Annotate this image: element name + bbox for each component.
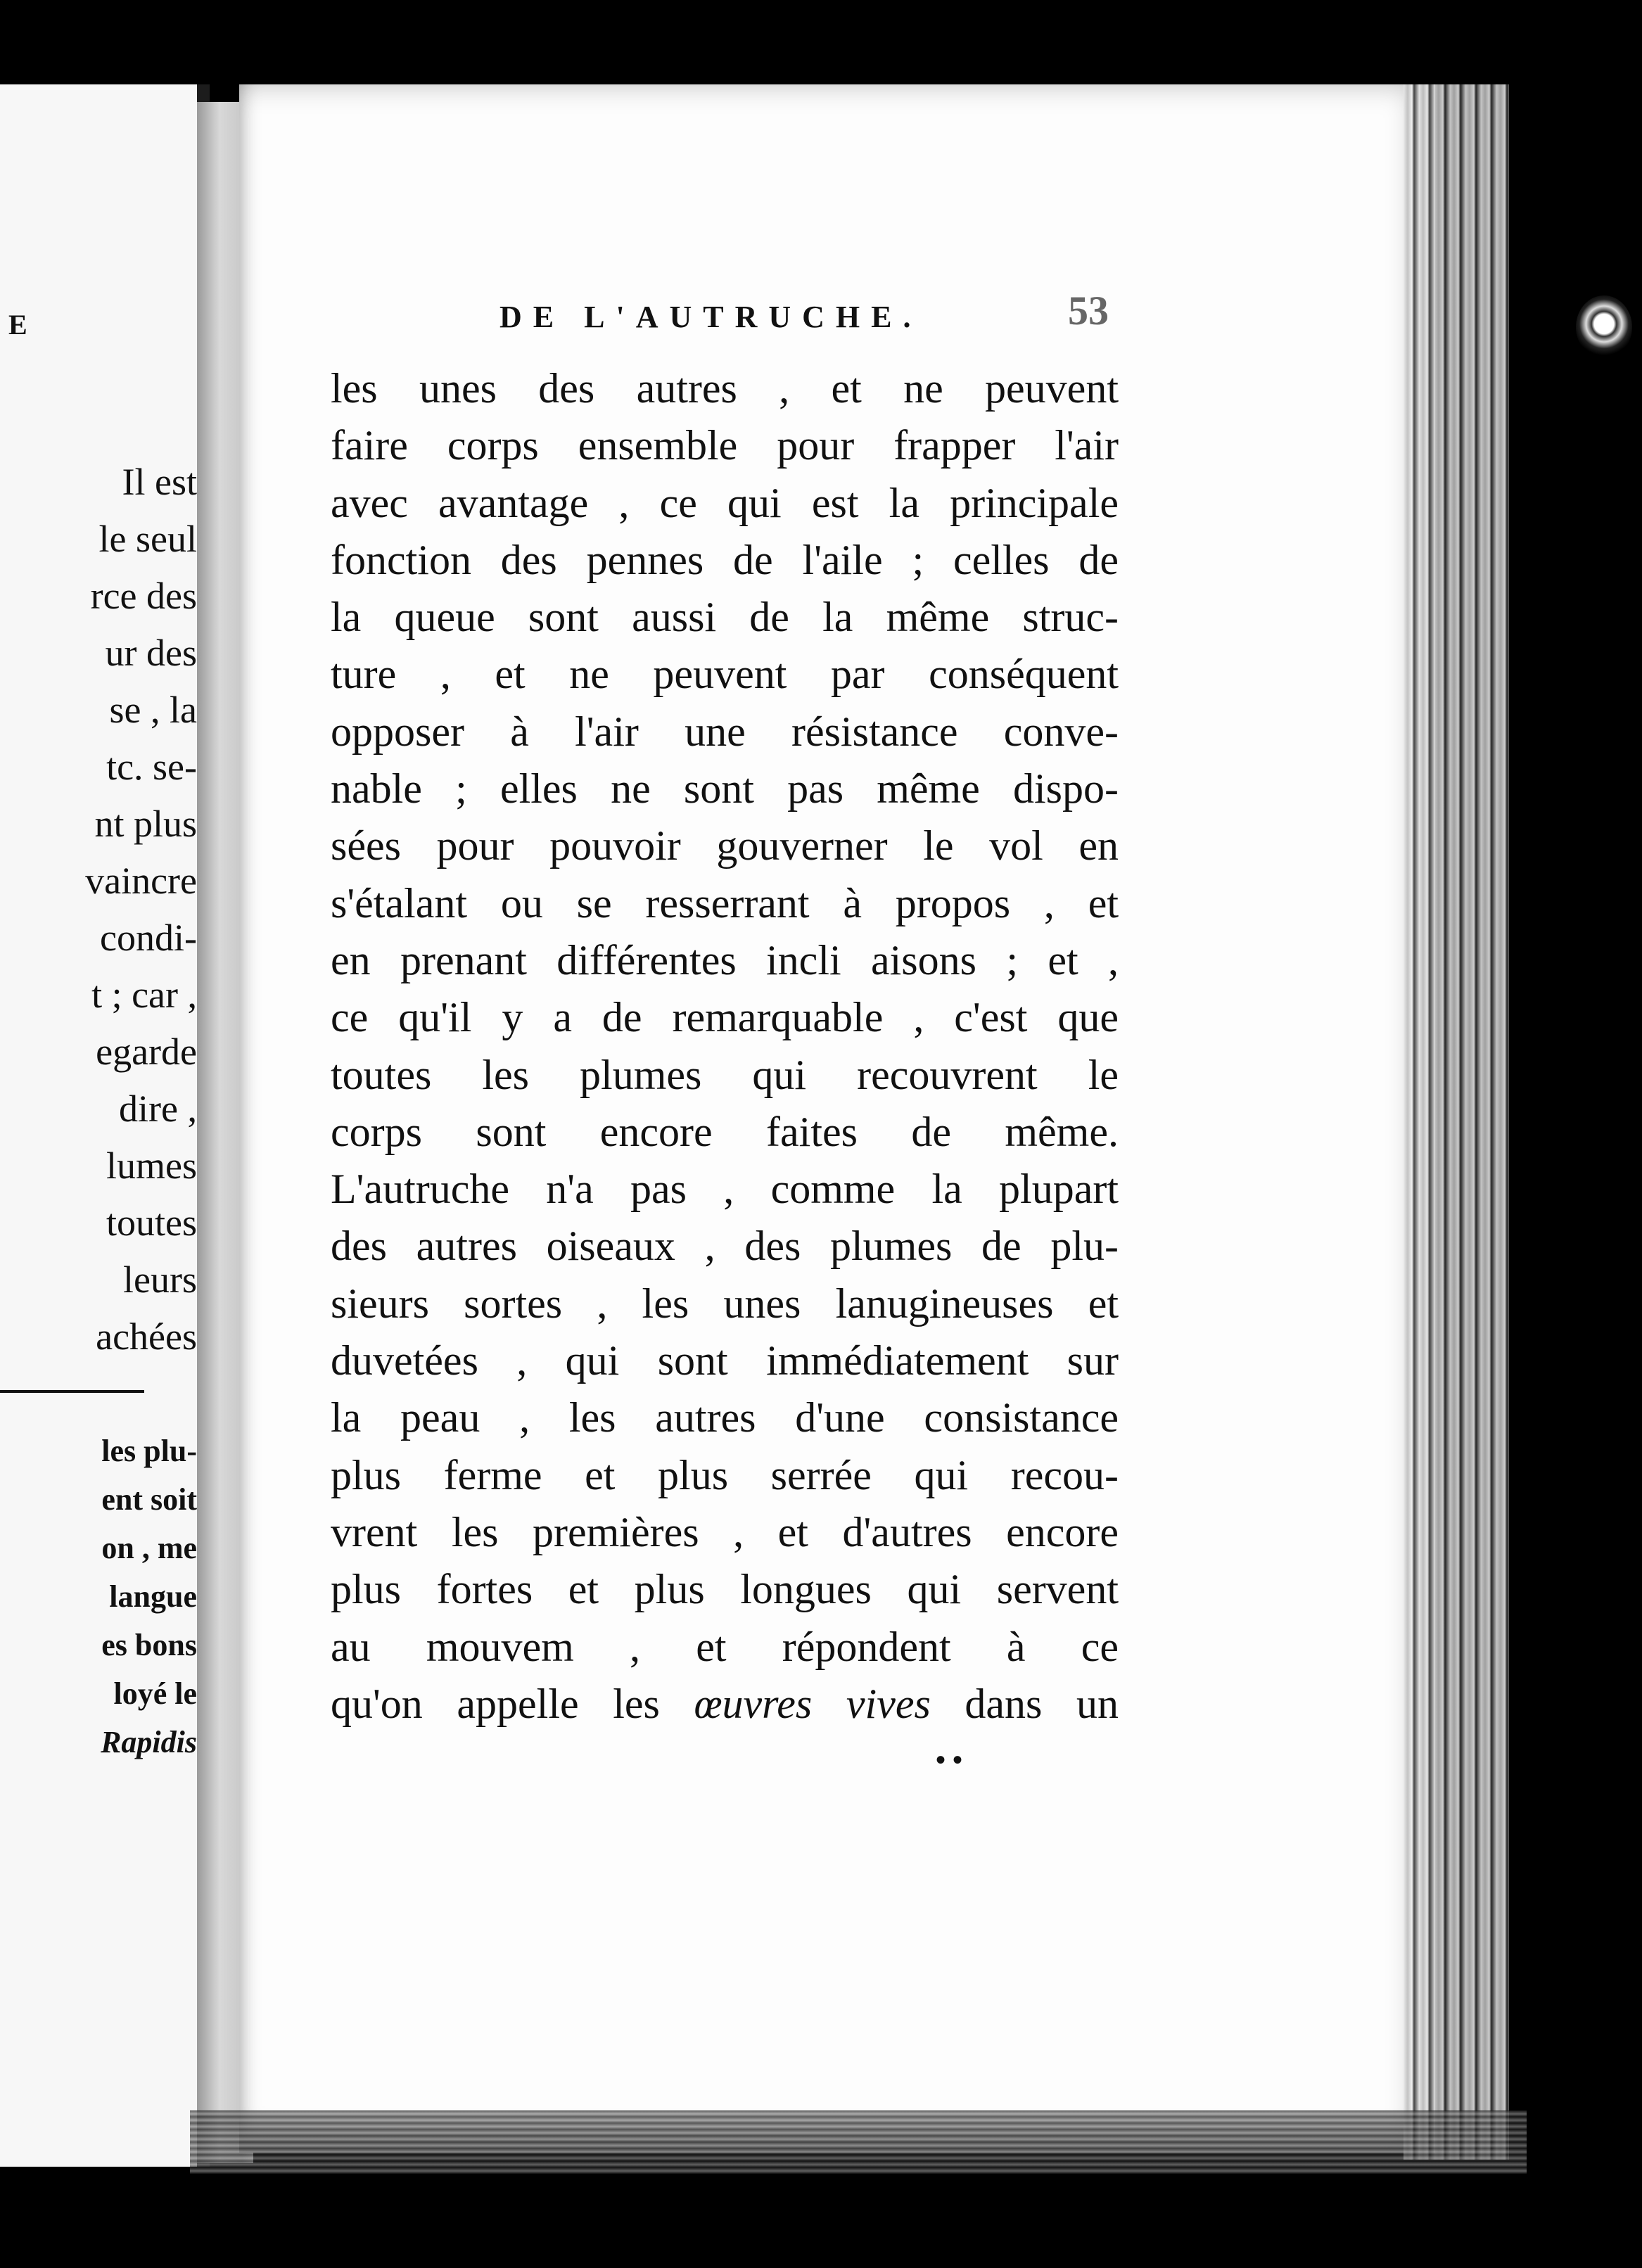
running-head: DE L'AUTRUCHE.: [499, 300, 922, 334]
text-line: achées: [96, 1315, 197, 1358]
text-line: lumes: [106, 1145, 197, 1187]
left-page-header: E: [8, 309, 30, 340]
text-line: Il est: [122, 461, 197, 503]
footnote-rule: [0, 1390, 144, 1393]
text-line: dire ,: [119, 1088, 197, 1130]
text-fragment: dans un: [965, 1680, 1119, 1727]
footnote-line: loyé le: [113, 1676, 197, 1711]
italic-term: œuvres vives: [694, 1680, 931, 1727]
text-line: en prenant différentes incli aisons ; et ,: [331, 936, 1119, 983]
text-line: la queue sont aussi de la même struc-: [331, 594, 1119, 641]
text-line: toutes les plumes qui recouvrent le: [331, 1051, 1119, 1098]
text-line: au mouvem , et répondent à ce: [331, 1623, 1119, 1670]
body-text: [331, 360, 1119, 1733]
text-line: se , la: [109, 689, 197, 731]
page-bottom-edges: [190, 2110, 1527, 2174]
text-line: t ; car ,: [91, 974, 197, 1016]
text-line: corps sont encore faites de même.: [331, 1108, 1119, 1155]
text-line: vrent les premières , et d'autres encore: [331, 1508, 1119, 1555]
page-number: 53: [1068, 288, 1109, 333]
text-line: condi-: [100, 917, 197, 959]
text-line: ce qu'il y a de remarquable , c'est que: [331, 994, 1119, 1041]
text-line: le seul: [98, 518, 197, 560]
text-line: ur des: [105, 632, 197, 674]
footnote-line: langue: [109, 1579, 197, 1614]
signature-mark: ••: [936, 1744, 970, 1776]
text-line: leurs: [123, 1259, 197, 1301]
text-line-last: [331, 1676, 1119, 1733]
left-page-footnotes: [49, 1427, 197, 1766]
text-line: avec avantage , ce qui est la principale: [331, 479, 1119, 526]
text-fragment: qu'on appelle les: [331, 1680, 660, 1727]
text-line: les unes des autres , et ne peuvent: [331, 365, 1119, 412]
left-page-text: [49, 454, 197, 1365]
text-line: nt plus: [94, 803, 197, 845]
text-line: opposer à l'air une résistance conve-: [331, 708, 1119, 755]
text-line: egarde: [96, 1031, 197, 1073]
page-edges: [1404, 84, 1509, 2160]
text-line: faire corps ensemble pour frapper l'air: [331, 422, 1119, 469]
text-line: toutes: [106, 1202, 197, 1244]
footnote-line: es bons: [101, 1628, 197, 1662]
footnote-line: Rapidis: [101, 1725, 197, 1759]
text-line: vaincre: [85, 860, 197, 902]
text-line: rce des: [90, 575, 197, 617]
footnote-line: les plu-: [101, 1434, 197, 1468]
footnote-line: ent soit: [101, 1482, 197, 1517]
clasp-ornament-icon: [1576, 295, 1632, 359]
text-line: ture , et ne peuvent par conséquent: [331, 651, 1119, 698]
text-line: la peau , les autres d'une consistance: [331, 1394, 1119, 1441]
text-line: sieurs sortes , les unes lanugineuses et: [331, 1280, 1119, 1327]
text-line: duvetées , qui sont immédiatement sur: [331, 1337, 1119, 1384]
text-line: plus fortes et plus longues qui servent: [331, 1566, 1119, 1613]
text-line: nable ; elles ne sont pas même dispo-: [331, 765, 1119, 813]
text-line: tc. se-: [106, 746, 197, 788]
text-line: sées pour pouvoir gouverner le vol en: [331, 822, 1119, 869]
footnote-line: on , me: [101, 1531, 197, 1565]
text-line: fonction des pennes de l'aile ; celles de: [331, 536, 1119, 583]
left-page: [0, 84, 210, 2167]
text-line: des autres oiseaux , des plumes de plu-: [331, 1223, 1119, 1270]
text-line: L'autruche n'a pas , comme la plupart: [331, 1166, 1119, 1213]
text-line: s'étalant ou se resserrant à propos , et: [331, 879, 1119, 926]
text-line: plus ferme et plus serrée qui recou-: [331, 1451, 1119, 1498]
